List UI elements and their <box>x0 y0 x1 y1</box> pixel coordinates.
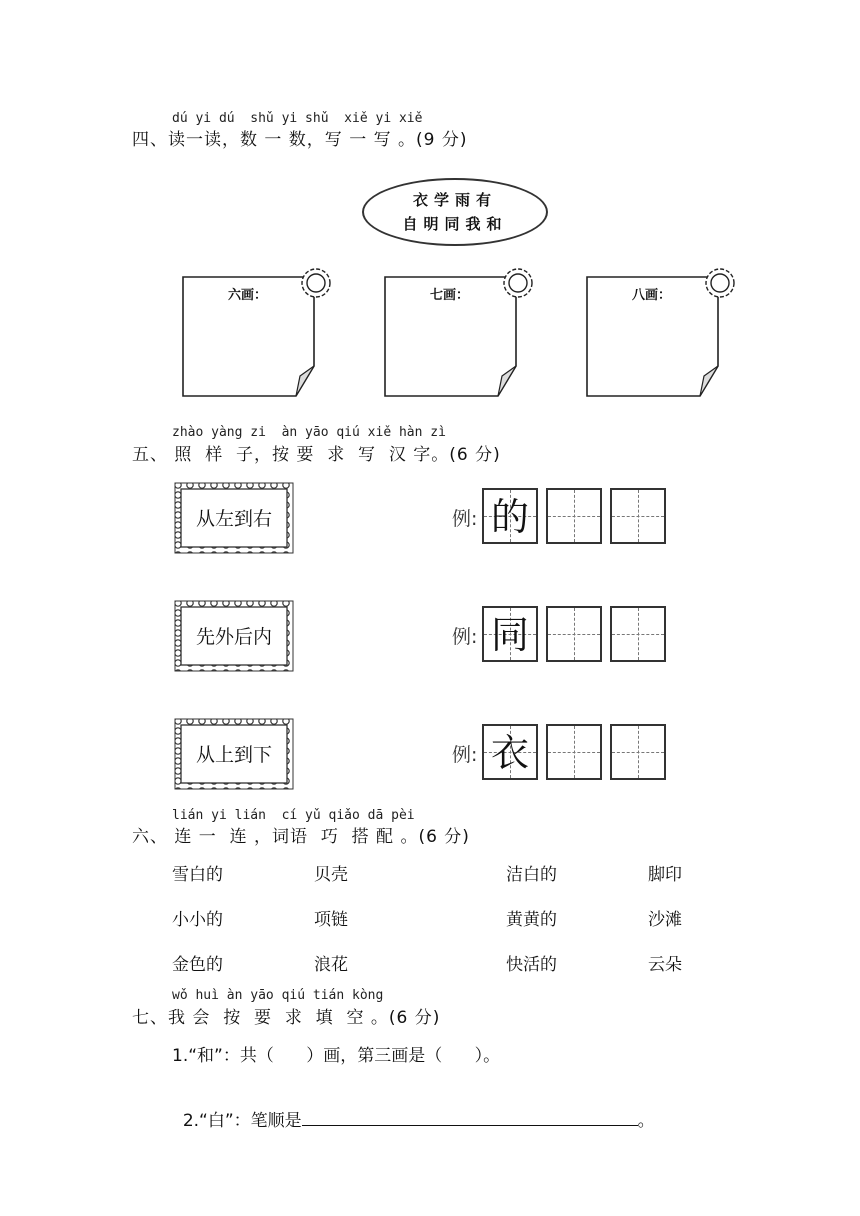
match-word[interactable]: 沙滩 <box>648 910 682 930</box>
rule-label: 先外后内 <box>195 626 272 648</box>
oval-line-2: 自明同我和 <box>402 215 508 233</box>
match-word[interactable]: 洁白的 <box>506 865 557 885</box>
example-label: 例: <box>452 744 478 766</box>
sec6-title: 六、 连 一 连 ，词语 巧 搭 配 。(6 分) <box>132 827 470 847</box>
stroke-note-6 <box>182 276 318 396</box>
oval-line-1: 衣学雨有 <box>412 191 497 209</box>
rule-label: 从上到下 <box>195 744 272 766</box>
answer-line[interactable] <box>302 1109 638 1126</box>
example-grid <box>482 606 538 662</box>
stroke-note-7 <box>384 276 520 396</box>
rule-label: 从左到右 <box>195 508 272 530</box>
answer-grid[interactable] <box>610 606 666 662</box>
sec4-title: 四、读一读，数 一 数，写 一 写 。(9 分) <box>132 130 468 150</box>
answer-grid[interactable] <box>610 488 666 544</box>
match-word[interactable]: 脚印 <box>648 865 682 885</box>
example-grid <box>482 724 538 780</box>
question-1[interactable]: 1.“和”：共（ ）画，第三画是（ ）。 <box>172 1046 501 1066</box>
match-word[interactable]: 浪花 <box>314 955 348 975</box>
match-word[interactable]: 贝壳 <box>314 865 348 885</box>
rule-frame <box>172 716 296 792</box>
stroke-note-8 <box>586 276 722 396</box>
answer-grid[interactable] <box>610 724 666 780</box>
answer-grid[interactable] <box>546 606 602 662</box>
rule-frame <box>172 598 296 674</box>
sec5-pinyin: zhào yàng zi àn yāo qiú xiě hàn zì <box>172 425 446 440</box>
match-word[interactable]: 项链 <box>314 910 348 930</box>
example-char: 衣 <box>490 731 529 775</box>
example-label: 例: <box>452 508 478 530</box>
answer-grid[interactable] <box>546 724 602 780</box>
match-word[interactable]: 小小的 <box>172 910 223 930</box>
sec7-pinyin: wǒ huì àn yāo qiú tián kòng <box>172 988 384 1003</box>
flower-icon <box>501 266 535 300</box>
sec5-title: 五、 照 样 子，按 要 求 写 汉 字。(6 分) <box>132 445 501 465</box>
match-word[interactable]: 黄黄的 <box>506 910 557 930</box>
question-2 <box>172 1086 655 1131</box>
character-oval <box>362 178 548 246</box>
answer-grid[interactable] <box>546 488 602 544</box>
sec7-title: 七、我 会 按 要 求 填 空 。(6 分) <box>132 1008 441 1028</box>
example-label: 例: <box>452 626 478 648</box>
match-word[interactable]: 云朵 <box>648 955 682 975</box>
question-2-suffix: 。 <box>637 1111 655 1131</box>
example-char: 的 <box>490 495 529 539</box>
example-grid <box>482 488 538 544</box>
sec6-pinyin: lián yi lián cí yǔ qiǎo dā pèi <box>172 808 415 823</box>
note-label: 七画： <box>430 288 470 303</box>
note-label: 六画： <box>228 288 268 303</box>
note-label: 八画： <box>632 288 672 303</box>
question-2-prefix: 2.“白”：笔顺是 <box>182 1111 302 1131</box>
sec4-pinyin: dú yi dú shǔ yi shǔ xiě yi xiě <box>172 111 423 126</box>
match-word[interactable]: 金色的 <box>172 955 223 975</box>
match-word[interactable]: 雪白的 <box>172 865 223 885</box>
rule-frame <box>172 480 296 556</box>
match-word[interactable]: 快活的 <box>506 955 557 975</box>
flower-icon <box>703 266 737 300</box>
flower-icon <box>299 266 333 300</box>
example-char: 同 <box>490 613 529 657</box>
